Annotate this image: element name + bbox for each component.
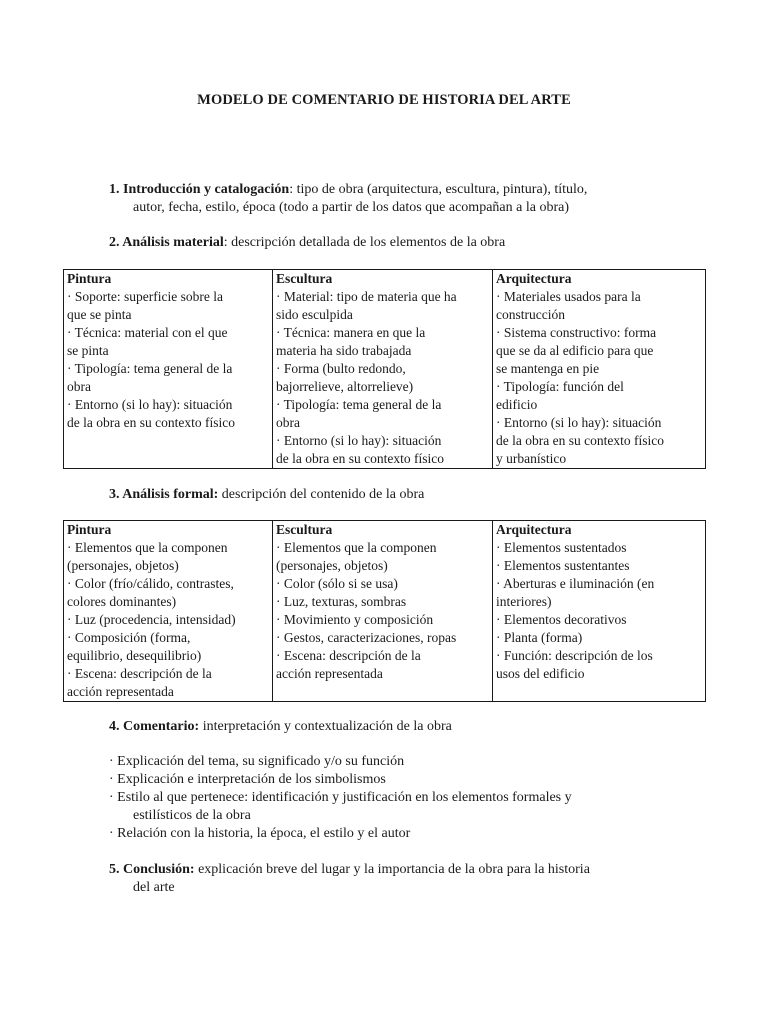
table1-line: de la obra en su contexto físico [276, 451, 444, 466]
table1-line: · Sistema constructivo: forma [496, 325, 657, 340]
table1-line: edificio [496, 397, 538, 412]
table2-header-escultura: Escultura [276, 522, 333, 537]
section-1-label: 1. Introducción y catalogación [109, 182, 290, 197]
table2-line: acción representada [67, 684, 174, 699]
table2-line: (personajes, objetos) [276, 558, 388, 573]
table2-line: · Gestos, caracterizaciones, ropas [276, 630, 457, 645]
table1-line: · Tipología: tema general de la [67, 361, 233, 376]
table2-line: · Escena: descripción de la [276, 648, 421, 663]
section-1 [109, 181, 729, 217]
section-5-label: 5. Conclusión: [109, 862, 195, 877]
table2-line: interiores) [496, 594, 552, 609]
table1-line: · Técnica: material con el que [67, 325, 228, 340]
table2-line: equilibrio, desequilibrio) [67, 648, 202, 663]
table1-header-arquitectura: Arquitectura [496, 271, 572, 286]
table2-line: usos del edificio [496, 666, 585, 681]
section-3-text: descripción del contenido de la obra [218, 487, 425, 502]
table1-line: de la obra en su contexto físico [67, 415, 235, 430]
table1-line: que se da al edificio para que [496, 343, 654, 358]
section-4-bullet-list [109, 753, 729, 843]
table1-line: · Soporte: superficie sobre la [67, 289, 223, 304]
section-4-label: 4. Comentario: [109, 719, 200, 734]
table1-line: que se pinta [67, 307, 132, 322]
table1-line: se pinta [67, 343, 109, 358]
table2-line: · Escena: descripción de la [67, 666, 212, 681]
table1-line: de la obra en su contexto físico [496, 433, 664, 448]
table2-line: · Elementos sustentados [496, 540, 627, 555]
table1-line: y urbanístico [496, 451, 567, 466]
table2-line: · Función: descripción de los [496, 648, 653, 663]
table2-line: · Aberturas e iluminación (en [496, 576, 655, 591]
table1-line: · Tipología: función del [496, 379, 624, 394]
table1-cell-pintura [64, 270, 273, 469]
table1-line: obra [67, 379, 91, 394]
table2-line: · Elementos sustentantes [496, 558, 630, 573]
section-1-text-continued: autor, fecha, estilo, época (todo a partir de los datos que acompañan a la obra) [133, 200, 569, 215]
section-3-label: 3. Análisis formal: [109, 487, 219, 502]
section-2-label: 2. Análisis material [109, 235, 224, 250]
table1-line: bajorrelieve, altorrelieve) [276, 379, 414, 394]
table2-line: · Elementos que la componen [276, 540, 437, 555]
material-analysis-table [63, 269, 706, 469]
table1-line: · Entorno (si lo hay): situación [276, 433, 442, 448]
section-4 [109, 718, 729, 736]
table1-line: · Tipología: tema general de la [276, 397, 442, 412]
table1-cell-arquitectura [493, 270, 706, 469]
list-item: · Estilo al que pertenece: identificación y justificación en los elementos formales y [109, 790, 572, 805]
table2-cell-escultura [273, 521, 493, 702]
table2-line: · Movimiento y composición [276, 612, 434, 627]
table1-line: construcción [496, 307, 565, 322]
section-2 [109, 234, 729, 252]
table2-line: · Elementos decorativos [496, 612, 627, 627]
table2-line: · Planta (forma) [496, 630, 583, 645]
list-item: · Explicación e interpretación de los simbolismos [109, 772, 386, 787]
table2-line: · Composición (forma, [67, 630, 191, 645]
page-title: MODELO DE COMENTARIO DE HISTORIA DEL ARTE [197, 92, 571, 108]
table2-line: · Color (sólo si se usa) [276, 576, 398, 591]
section-1-text: : tipo de obra (arquitectura, escultura, pintura), título, [289, 182, 588, 197]
table2-line: colores dominantes) [67, 594, 177, 609]
table1-line: sido esculpida [276, 307, 353, 322]
table2-line: acción representada [276, 666, 383, 681]
table1-line: se mantenga en pie [496, 361, 600, 376]
table2-line: (personajes, objetos) [67, 558, 179, 573]
section-5-text-continued: del arte [133, 880, 175, 895]
table1-header-escultura: Escultura [276, 271, 333, 286]
table1-line: · Forma (bulto redondo, [276, 361, 406, 376]
table1-line: · Entorno (si lo hay): situación [67, 397, 233, 412]
table2-line: · Luz (procedencia, intensidad) [67, 612, 236, 627]
table1-cell-escultura [273, 270, 493, 469]
table2-cell-arquitectura [493, 521, 706, 702]
table2-line: · Color (frío/cálido, contrastes, [67, 576, 234, 591]
section-2-text: : descripción detallada de los elementos de la obra [223, 235, 506, 250]
table2-header-arquitectura: Arquitectura [496, 522, 572, 537]
table1-line: · Técnica: manera en que la [276, 325, 426, 340]
table2-line: · Elementos que la componen [67, 540, 228, 555]
section-4-text: interpretación y contextualización de la obra [199, 719, 452, 734]
table1-line: · Material: tipo de materia que ha [276, 289, 457, 304]
section-5 [109, 861, 729, 897]
section-3 [109, 486, 729, 504]
list-item: · Explicación del tema, su significado y/o su función [109, 754, 405, 769]
table1-line: · Entorno (si lo hay): situación [496, 415, 662, 430]
table1-header-pintura: Pintura [67, 271, 112, 286]
table2-header-pintura: Pintura [67, 522, 112, 537]
table1-line: · Materiales usados para la [496, 289, 641, 304]
list-item: · Relación con la historia, la época, el estilo y el autor [109, 826, 411, 841]
table2-line: · Luz, texturas, sombras [276, 594, 407, 609]
list-item-continued: estilísticos de la obra [133, 808, 251, 823]
formal-analysis-table [63, 520, 706, 702]
table1-line: obra [276, 415, 300, 430]
table1-line: materia ha sido trabajada [276, 343, 412, 358]
table2-cell-pintura [64, 521, 273, 702]
section-5-text: explicación breve del lugar y la importancia de la obra para la historia [194, 862, 590, 877]
